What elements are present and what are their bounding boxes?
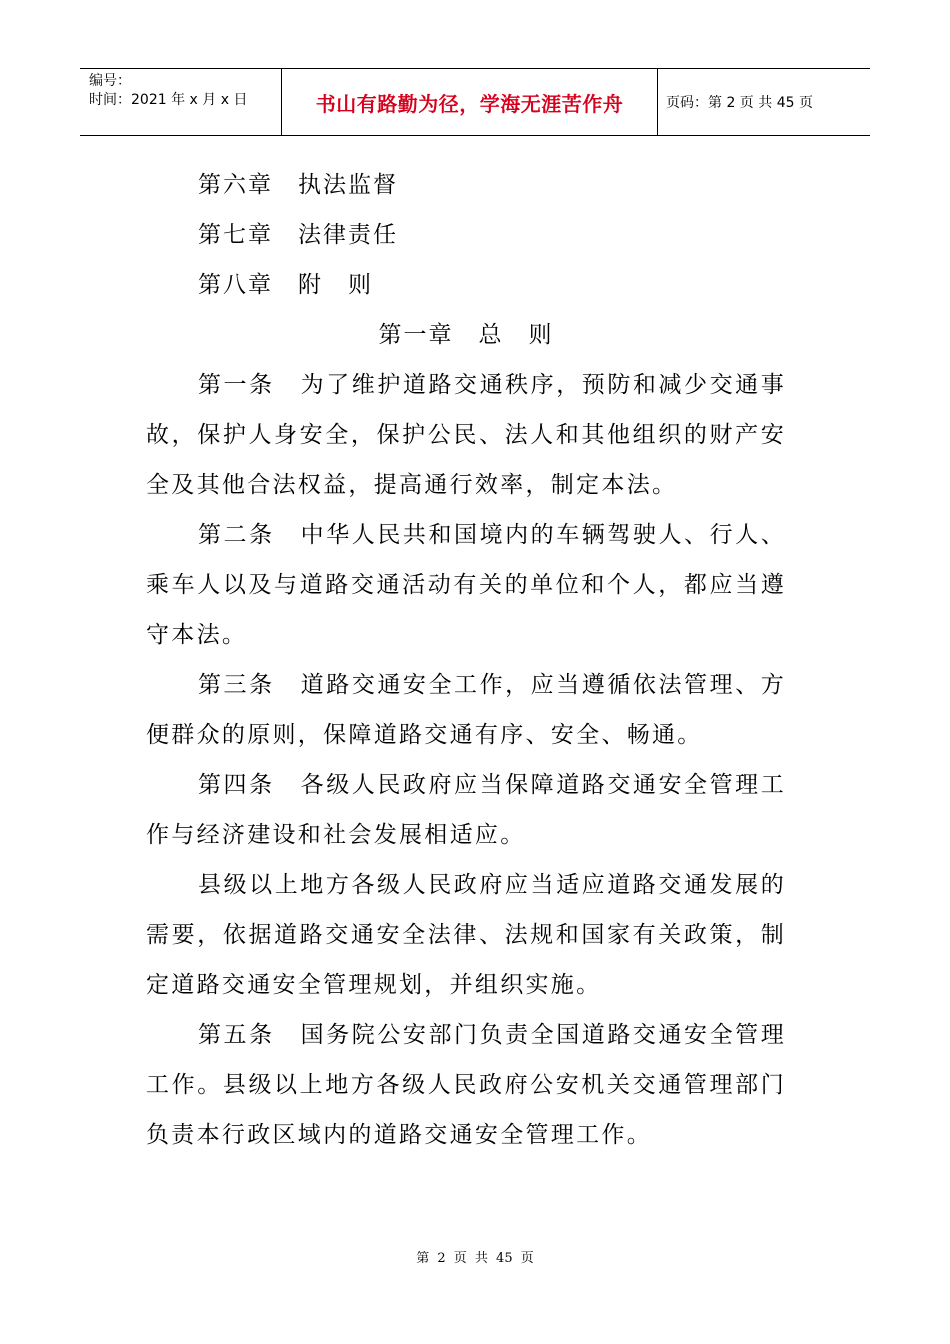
article-text: 中华人民共和国境内的车辆驾驶人、行人、乘车人以及与道路交通活动有关的单位和个人，都应当遵守本法。 xyxy=(146,522,786,648)
article-text: 县级以上地方各级人民政府应当适应道路交通发展的需要，依据道路交通安全法律、法规和国家有关政策，制定道路交通安全管理规划，并组织实施。 xyxy=(146,872,786,998)
toc-chapter: 第八章 xyxy=(198,272,273,298)
page-info: 页码：第 2 页 共 45 页 xyxy=(666,95,813,111)
article-paragraph xyxy=(146,860,786,1010)
toc-item xyxy=(146,260,786,310)
toc-title: 附 则 xyxy=(298,272,373,298)
motto: 书山有路勤为径，学海无涯苦作舟 xyxy=(315,91,624,116)
article-label: 第五条 xyxy=(198,1022,275,1048)
toc-item xyxy=(146,210,786,260)
toc-title: 执法监督 xyxy=(298,172,398,198)
article-label: 第四条 xyxy=(198,772,275,798)
article-label: 第三条 xyxy=(198,672,275,698)
article xyxy=(146,760,786,860)
article xyxy=(146,510,786,660)
header-meta xyxy=(80,69,282,135)
article xyxy=(146,660,786,760)
page-header xyxy=(80,68,870,136)
article-label: 第一条 xyxy=(198,372,275,398)
article-text: 道路交通安全工作，应当遵循依法管理、方便群众的原则，保障道路交通有序、安全、畅通。 xyxy=(146,672,786,748)
toc-chapter: 第七章 xyxy=(198,222,273,248)
chapter-heading: 第一章 总 则 xyxy=(378,322,554,348)
article xyxy=(146,360,786,510)
document-body xyxy=(146,160,786,1160)
time-label: 时间：2021 年 x 月 x 日 xyxy=(89,92,248,108)
page-footer: 第 2 页 共 45 页 xyxy=(416,1251,534,1266)
article-text: 为了维护道路交通秩序，预防和减少交通事故，保护人身安全，保护公民、法人和其他组织的财产安全及其他合法权益，提高通行效率，制定本法。 xyxy=(146,372,786,498)
header-motto-cell xyxy=(282,69,658,135)
article-text: 各级人民政府应当保障道路交通安全管理工作与经济建设和社会发展相适应。 xyxy=(146,772,786,848)
toc-title: 法律责任 xyxy=(298,222,398,248)
article xyxy=(146,1010,786,1160)
toc-chapter: 第六章 xyxy=(198,172,273,198)
toc-item xyxy=(146,160,786,210)
number-label: 编号： xyxy=(89,73,131,89)
header-page-info-cell xyxy=(658,69,870,135)
article-text: 国务院公安部门负责全国道路交通安全管理工作。县级以上地方各级人民政府公安机关交通管理部门负责本行政区域内的道路交通安全管理工作。 xyxy=(146,1022,786,1148)
article-label: 第二条 xyxy=(198,522,275,548)
